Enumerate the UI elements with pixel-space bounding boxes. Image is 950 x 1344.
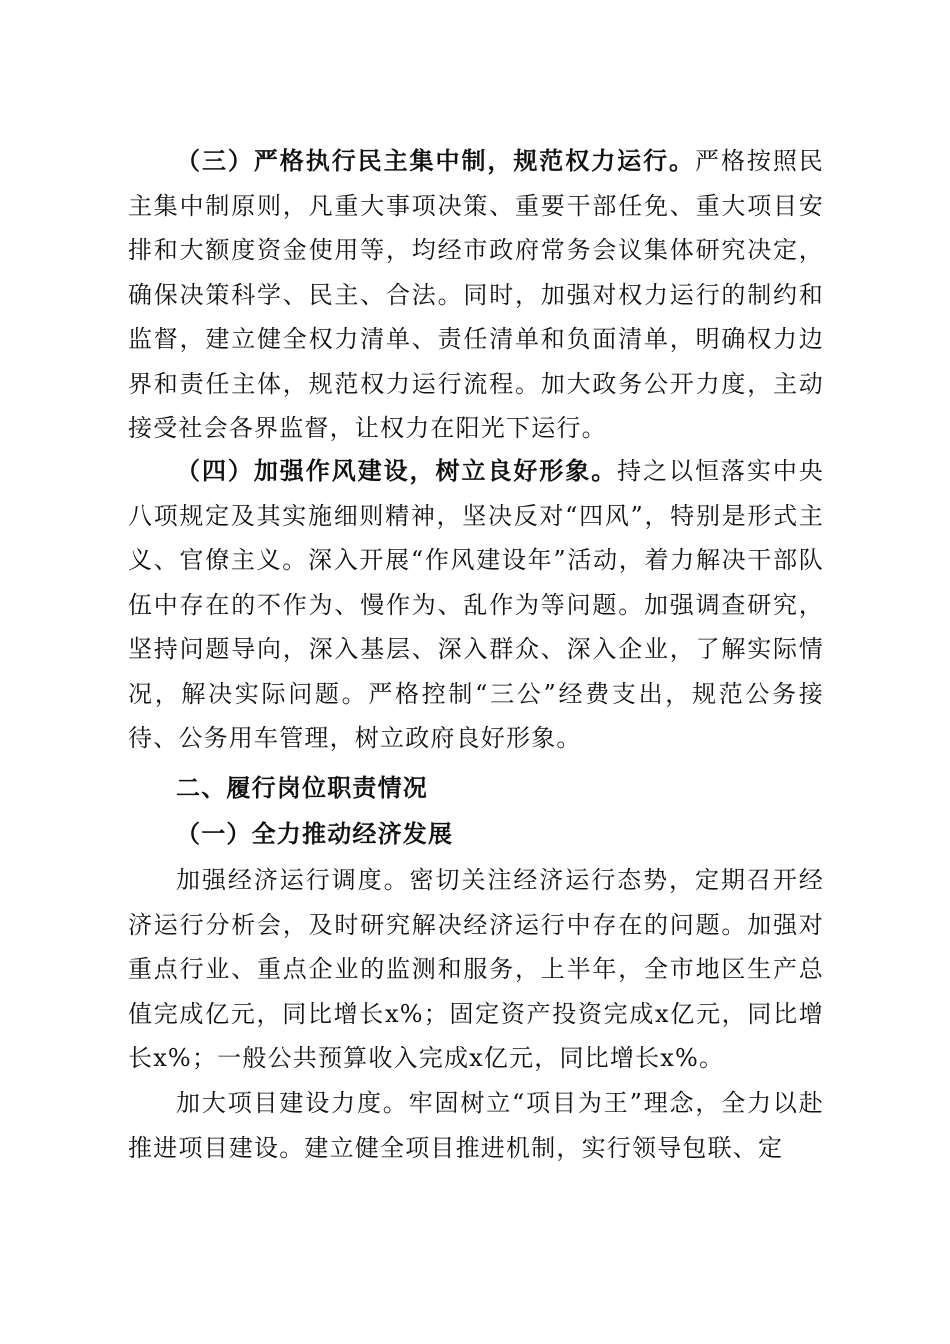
section-3-paragraph <box>128 139 824 451</box>
part-2-subheading: （一）全力推动经济发展 <box>176 819 454 848</box>
section-3-body: 严格按照民主集中制原则，凡重大事项决策、重要干部任免、重大项目安排和大额度资金使用等，均经市政府常务会议集体研究决定，确保决策科学、民主、合法。同时，加强对权力运行的制约和监督，建立健全权力清单、责任清单和负面清单，明确权力边界和责任主体，规范权力运行流程。加大政务公开力度，主动接受社会各界监督，让权力在阳光下运行。 <box>128 147 824 442</box>
part-2-paragraph-2-block <box>128 1081 824 1170</box>
part-2-paragraph-2: 加大项目建设力度。牢固树立“项目为王”理念，全力以赴推进项目建设。建立健全项目推进机制，实行领导包联、定 <box>128 1089 824 1162</box>
section-4-paragraph <box>128 449 824 761</box>
section-3 <box>128 139 824 451</box>
section-3-lead: （三）严格执行民主集中制，规范权力运行。 <box>176 146 695 175</box>
part-2-subheading-block <box>128 812 824 856</box>
section-4-body: 持之以恒落实中央八项规定及其实施细则精神，坚决反对“四风”，特别是形式主义、官僚主义。深入开展“作风建设年”活动，着力解决干部队伍中存在的不作为、慢作为、乱作为等问题。加强调查研究，坚持问题导向，深入基层、深入群众、深入企业，了解实际情况，解决实际问题。严格控制“三公”经费支出，规范公务接待、公务用车管理，树立政府良好形象。 <box>128 457 824 752</box>
section-4 <box>128 449 824 761</box>
part-2-heading-block <box>128 766 824 810</box>
section-4-lead: （四）加强作风建设，树立良好形象。 <box>176 456 618 485</box>
part-2-heading: 二、履行岗位职责情况 <box>176 774 428 802</box>
part-2-paragraph-1: 加强经济运行调度。密切关注经济运行态势，定期召开经济运行分析会，及时研究解决经济运行中存在的问题。加强对重点行业、重点企业的监测和服务，上半年，全市地区生产总值完成亿元，同比增长x%；固定资产投资完成x亿元，同比增长x%；一般公共预算收入完成x亿元，同比增长x%。 <box>128 866 824 1072</box>
part-2-paragraph-1-block <box>128 858 824 1081</box>
